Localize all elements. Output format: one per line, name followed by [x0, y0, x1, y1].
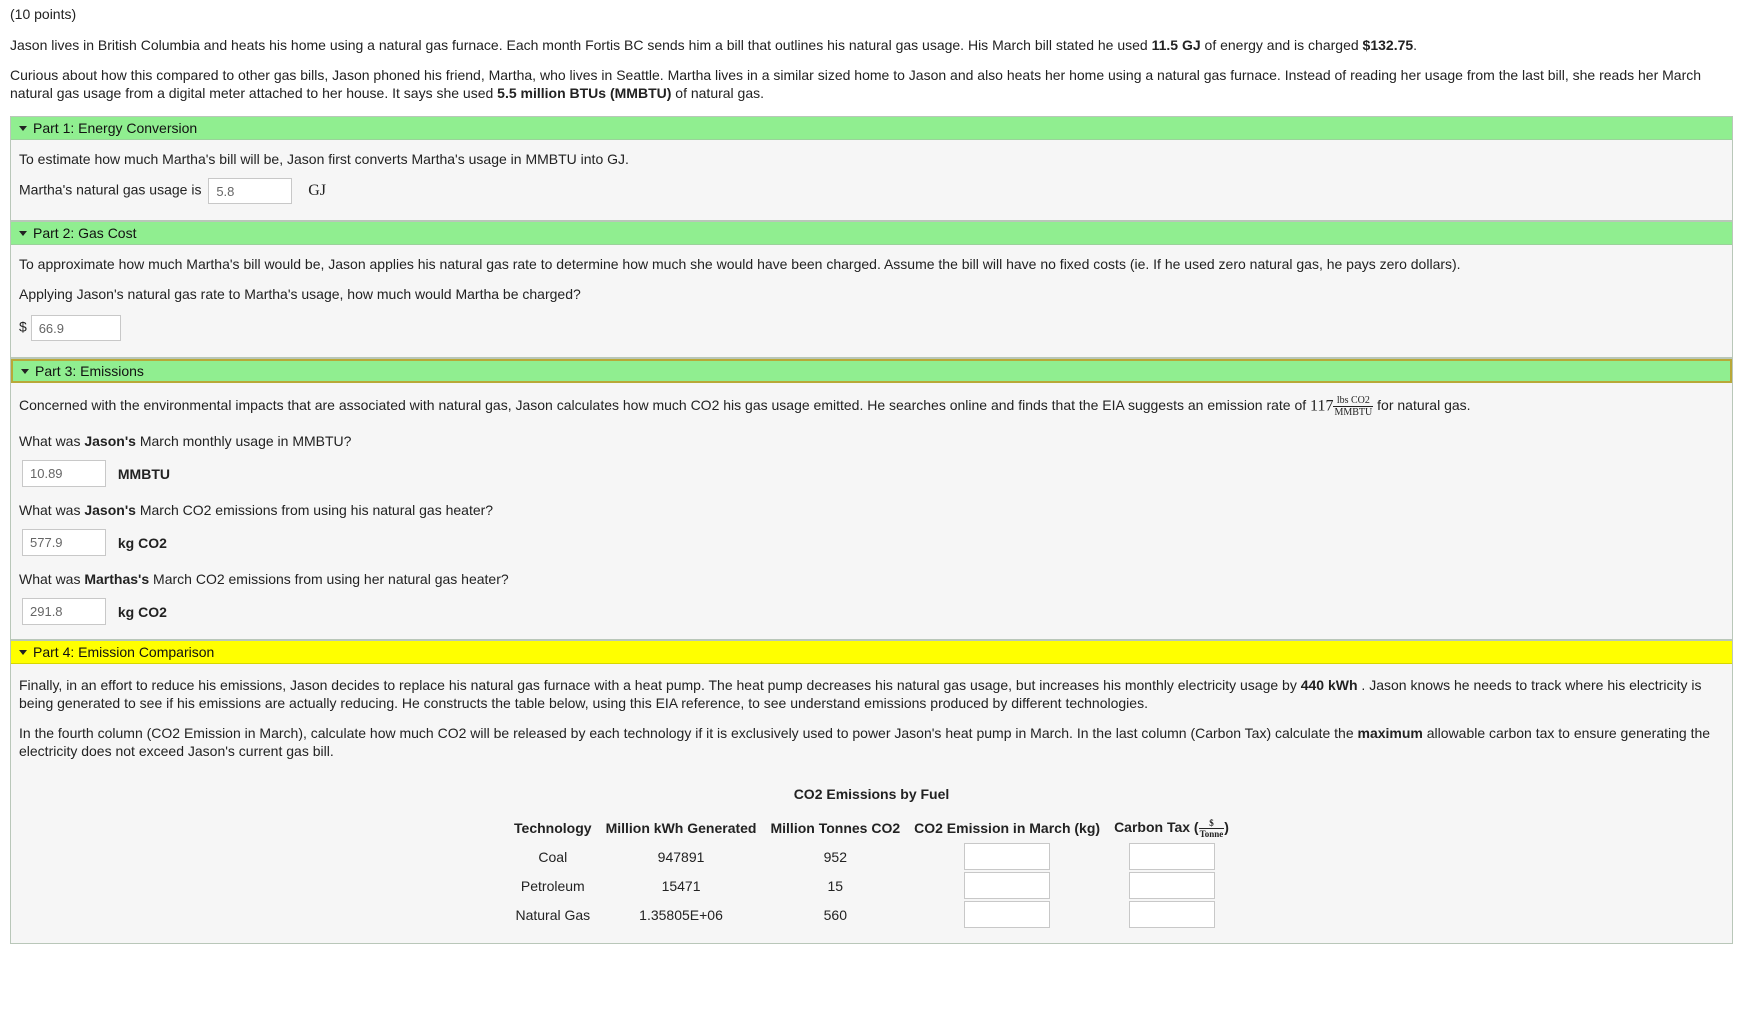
points-label: (10 points) — [10, 6, 77, 22]
rate-numerator: lbs CO2 — [1333, 395, 1373, 407]
part1-section — [10, 116, 1733, 221]
part3-q3 — [19, 570, 1724, 588]
part3-text-a: Concerned with the environmental impacts that are associated with natural gas, Jason calculates how much CO2 his gas usage emitted. He searches online and finds that the EIA suggests an emission rate of — [19, 397, 1311, 414]
part2-text: To approximate how much Martha's bill would be, Jason applies his natural gas rate to determine how much she would have been charged. Assume the bill will have no fixed costs (ie. If he used zero natural gas, he pays zero dollars). — [19, 256, 1461, 272]
table-row — [507, 842, 1236, 871]
emission-rate-unit — [1333, 395, 1373, 418]
part3-q1-answer — [19, 460, 1724, 487]
caret-down-icon — [19, 650, 27, 655]
part1-text: To estimate how much Martha's bill will be, Jason first converts Martha's usage in MMBTU into GJ. — [19, 151, 629, 167]
part1-title: Part 1: Energy Conversion — [33, 120, 198, 136]
intro-text: Jason lives in British Columbia and heats his home using a natural gas furnace. Each month Fortis BC sends him a bill that outlines his natural gas usage. His March bill stated he used — [10, 37, 1152, 53]
part2-question: Applying Jason's natural gas rate to Martha's usage, how much would Martha be charged? — [19, 286, 581, 302]
part4-paragraph-1 — [19, 676, 1724, 712]
part3-q2 — [19, 501, 1724, 519]
part3-title: Part 3: Emissions — [35, 363, 144, 379]
table-row — [507, 871, 1236, 900]
tax-numerator: $ — [1199, 818, 1225, 829]
part3-header[interactable] — [11, 359, 1732, 383]
intro-text: Curious about how this compared to other gas bills, Jason phoned his friend, Martha, who lives in Seattle. Martha lives in a similar sized home to Jason and also heats her home using a natural gas furnace. Instead of reading her usage from the last bill, she reads her March natural gas usage from a digital meter attached to her house. It says she used — [10, 67, 1702, 101]
col-carbon-tax — [1107, 814, 1236, 842]
intro-text: of energy and is charged — [1200, 37, 1363, 53]
q-bold: Jason's — [84, 433, 136, 449]
martha-gj-input[interactable]: 5.8 — [208, 178, 292, 204]
cell-technology: Natural Gas — [515, 906, 591, 923]
p4-text: Finally, in an effort to reduce his emissions, Jason decides to replace his natural gas furnace with a heat pump. The heat pump decreases his natural gas usage, but increases his monthly electricity usage by — [19, 677, 1301, 693]
intro-charge: $132.75 — [1362, 37, 1414, 53]
part4-paragraph-2 — [19, 724, 1724, 760]
q-text: What was — [19, 433, 85, 449]
p4-kwh: 440 kWh — [1300, 677, 1358, 693]
coal-tax-input[interactable] — [1129, 843, 1215, 870]
cell-tonnes: 560 — [823, 906, 847, 923]
martha-co2-input[interactable]: 291.8 — [22, 598, 106, 625]
tax-close: ) — [1224, 818, 1229, 835]
cell-carbon-tax — [1107, 842, 1236, 871]
q-bold: Jason's — [84, 502, 136, 518]
intro-paragraph-2 — [10, 66, 1733, 102]
q-bold: Marthas's — [84, 571, 150, 587]
jason-mmbtu-input[interactable]: 10.89 — [22, 460, 106, 487]
part1-header[interactable] — [11, 117, 1732, 140]
table-header-row — [507, 814, 1236, 842]
intro-text: of natural gas. — [671, 85, 765, 101]
col-technology: Technology — [514, 820, 592, 836]
part2-answer-row — [19, 315, 1724, 341]
part4-header[interactable] — [11, 641, 1732, 664]
col-tonnes: Million Tonnes CO2 — [770, 820, 901, 836]
cell-tonnes: 15 — [827, 877, 844, 894]
part3-q3-answer — [19, 598, 1724, 625]
kgco2-unit: kg CO2 — [117, 603, 167, 620]
jason-co2-input[interactable]: 577.9 — [22, 529, 106, 556]
intro-energy: 11.5 GJ — [1151, 37, 1201, 53]
cell-carbon-tax — [1107, 871, 1236, 900]
q-text: March CO2 emissions from using his natural gas heater? — [135, 502, 494, 518]
intro-text: . — [1413, 37, 1418, 53]
petroleum-co2-input[interactable] — [964, 872, 1050, 899]
col-kwh: Million kWh Generated — [605, 820, 757, 836]
part3-q2-answer — [19, 529, 1724, 556]
p4-text: . Jason knows he needs to track where his electricity is being generated to see if his emissions are actually reducing. He constructs the table below, using this EIA reference, to see understand emissions produced by different technologies. — [19, 677, 1702, 711]
tax-denominator: Tonne — [1199, 828, 1224, 839]
part4-body — [11, 664, 1732, 943]
caret-down-icon — [19, 126, 27, 131]
intro-paragraph-1 — [10, 36, 1733, 54]
q-text: March CO2 emissions from using her natural gas heater? — [149, 571, 509, 587]
part1-answer-row — [19, 178, 1724, 204]
cell-kwh: 1.35805E+06 — [639, 906, 723, 923]
table-row — [507, 900, 1236, 929]
cell-technology: Petroleum — [520, 877, 585, 894]
cell-tonnes: 952 — [823, 848, 847, 865]
mmbtu-unit: MMBTU — [117, 465, 170, 482]
cell-carbon-tax — [1107, 900, 1236, 929]
q-text: What was — [19, 571, 85, 587]
kgco2-unit: kg CO2 — [117, 534, 167, 551]
cell-technology: Coal — [538, 848, 568, 865]
p4-maximum: maximum — [1357, 725, 1423, 741]
emissions-table — [507, 786, 1236, 929]
intro-usage: 5.5 million BTUs (MMBTU) — [497, 85, 672, 101]
emission-rate-value: 117 — [1310, 397, 1334, 415]
part1-body — [11, 140, 1732, 220]
natural-gas-tax-input[interactable] — [1129, 901, 1215, 928]
part3-text — [19, 395, 1724, 418]
part2-section — [10, 221, 1733, 358]
q-text: March monthly usage in MMBTU? — [135, 433, 352, 449]
cell-co2-march — [907, 871, 1107, 900]
cell-co2-march — [907, 842, 1107, 871]
p4-text: allowable carbon tax to ensure generating the electricity does not exceed Jason's current gas bill. — [19, 725, 1711, 759]
martha-cost-input[interactable]: 66.9 — [31, 315, 121, 341]
part2-header[interactable] — [11, 222, 1732, 245]
part1-label: Martha's natural gas usage is — [19, 181, 202, 198]
part2-title: Part 2: Gas Cost — [33, 225, 137, 241]
tax-unit — [1199, 818, 1225, 839]
q-text: What was — [19, 502, 85, 518]
caret-down-icon — [21, 369, 29, 374]
part4-section — [10, 640, 1733, 944]
cell-co2-march — [907, 900, 1107, 929]
part3-body — [11, 383, 1732, 639]
coal-co2-input[interactable] — [964, 843, 1050, 870]
gj-unit: GJ — [308, 182, 326, 199]
part4-title: Part 4: Emission Comparison — [33, 644, 215, 660]
p4-text: In the fourth column (CO2 Emission in March), calculate how much CO2 will be released by each technology if it is exclusively used to power Jason's heat pump in March. In the last column (Carbon Tax) calculate the — [19, 725, 1358, 741]
table-caption: CO2 Emissions by Fuel — [793, 786, 950, 802]
cell-kwh: 15471 — [661, 877, 701, 894]
petroleum-tax-input[interactable] — [1129, 872, 1215, 899]
part3-text-b: for natural gas. — [1373, 397, 1471, 414]
dollar-sign: $ — [19, 318, 27, 335]
rate-denominator: MMBTU — [1334, 407, 1373, 418]
caret-down-icon — [19, 231, 27, 236]
cell-kwh: 947891 — [657, 848, 705, 865]
part2-body — [11, 245, 1732, 357]
tax-label: Carbon Tax ( — [1114, 818, 1199, 835]
natural-gas-co2-input[interactable] — [964, 901, 1050, 928]
part3-section — [10, 358, 1733, 640]
col-co2-march: CO2 Emission in March (kg) — [914, 820, 1101, 836]
part3-q1 — [19, 432, 1724, 450]
